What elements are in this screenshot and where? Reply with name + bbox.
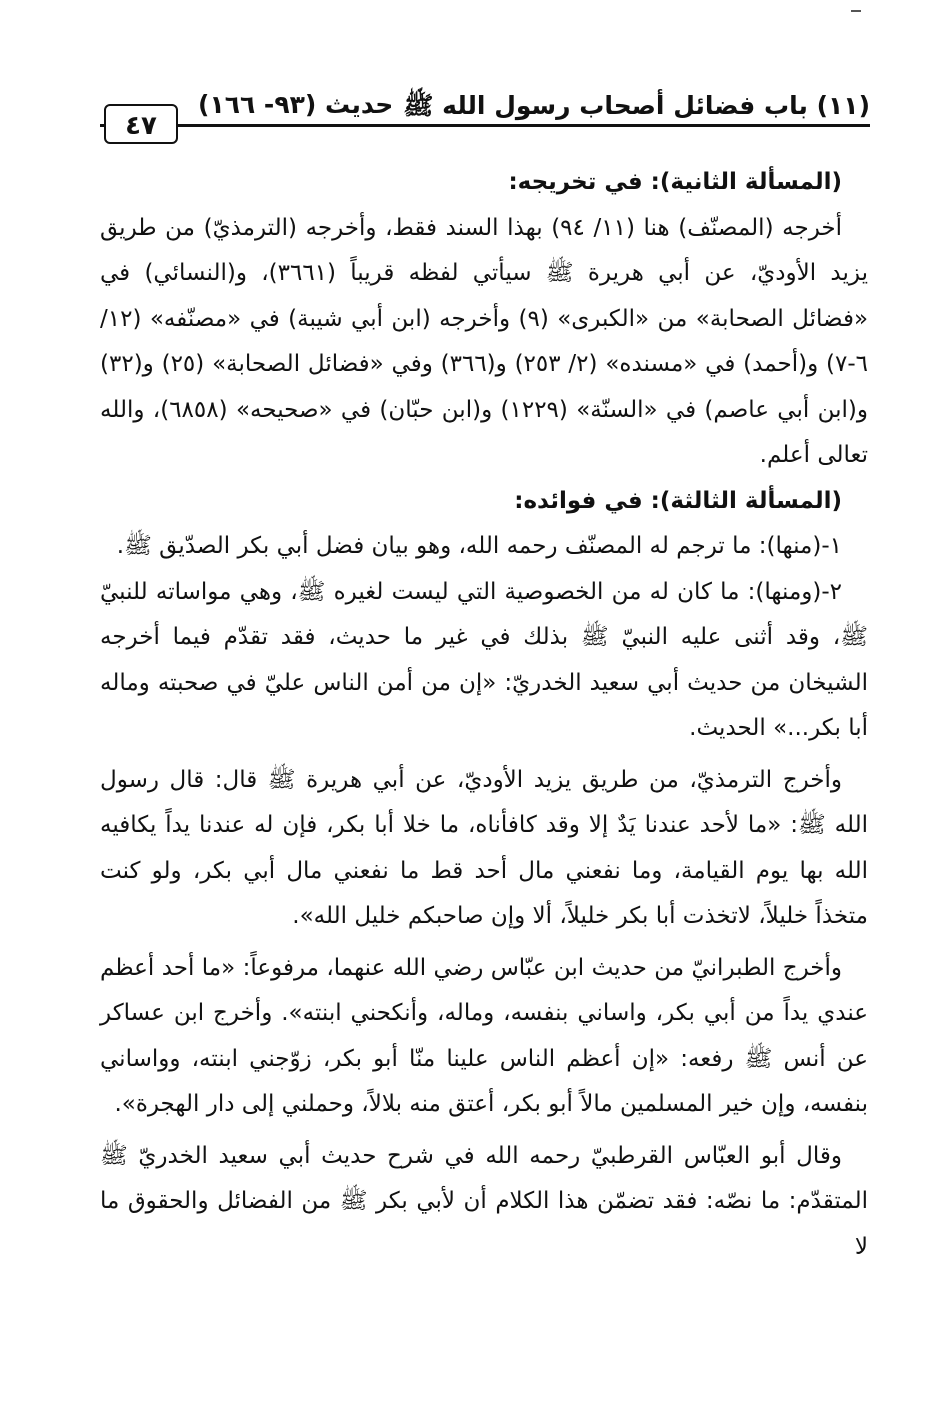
hadith-range: حديث (٩٣- ١٦٦) [198,90,394,119]
page-body [100,160,868,1270]
running-header [100,82,870,128]
tirmidhi-paragraph: وأخرج الترمذيّ، من طريق يزيد الأوديّ، عن أبي هريرة ﷺ قال: قال رسول الله ﷺ: «ما لأحد عندنا يَدٌ إلا وقد كافأناه، ما خلا أبا بكر، فإن له عندنا يداً يكافيه الله بها يوم القيامة، وما نفعني مال أحد قط ما نفعني مال أبي بكر، ولو كنت متخذاً خليلاً، لاتخذت أبا بكر خليلاً، ألا وإن صاحبكم خليل الله». [100,766,868,929]
scan-mark [851,10,861,12]
page-number: ٤٧ [104,104,178,144]
tabarani-paragraph: وأخرج الطبرانيّ من حديث ابن عبّاس رضي الله عنهما، مرفوعاً: «ما أحد أعظم عندي يداً من أبي بكر، واساني بنفسه، وماله، وأنكحني ابنته». وأخرج ابن عساكر عن أنس ﷺ رفعه: «إن أعظم الناس علينا منّا أبو بكر، زوّجني ابنته، وواساني بنفسه، وإن خير المسلمين مالاً أبو بكر، أعتق منه بلالاً، وحملني إلى دار الهجرة». [100,954,868,1117]
section-two-heading: (المسألة الثانية): في تخريجه: [508,169,842,195]
chapter-title: (١١) باب فضائل أصحاب رسول الله ﷺ [403,91,870,120]
qurtubi-paragraph: وقال أبو العبّاس القرطبيّ رحمه الله في شرح حديث أبي سعيد الخدريّ ﷺ المتقدّم: ما نصّه: فقد تضمّن هذا الكلام أن لأبي بكر ﷺ من الفضائل والحقوق ما لا [100,1142,868,1260]
section-three-heading: (المسألة الثالثة): في فوائده: [514,487,842,514]
section-two-paragraph: أخرجه (المصنّف) هنا (١١/ ٩٤) بهذا السند فقط، وأخرجه (الترمذيّ) من طريق يزيد الأوديّ، عن أبي هريرة ﷺ سيأتي لفظه قريباً (٣٦٦١)، و(النسائي) في «فضائل الصحابة» من «الكبرى» (٩) وأخرجه (ابن أبي شيبة) في «مصنّفه» (١٢/ ٦-٧) و(أحمد) في «مسنده» (٢/ ٢٥٣) و(٣٦٦) وفي «فضائل الصحابة» (٢٥) و(٣٢) و(ابن أبي عاصم) في «السنّة» (١٢٢٩) و(ابن حبّان) في «صحيحه» (٦٨٥٨)، والله تعالى أعلم. [100,214,869,468]
benefit-item-two: ٢-(ومنها): ما كان له من الخصوصية التي ليست لغيره ﷺ، وهي مواساته للنبيّ ﷺ، وقد أثنى عليه النبيّ ﷺ بذلك في غير ما حديث، فقد تقدّم فيما أخرجه الشيخان من حديث أبي سعيد الخدريّ: «إن من أمن الناس عليّ في صحبته وماله أبا بكر...» الحديث. [100,578,868,741]
benefit-item-one: ١-(منها): ما ترجم له المصنّف رحمه الله، وهو بيان فضل أبي بكر الصدّيق ﷺ. [116,533,842,559]
header-rule [100,124,870,127]
